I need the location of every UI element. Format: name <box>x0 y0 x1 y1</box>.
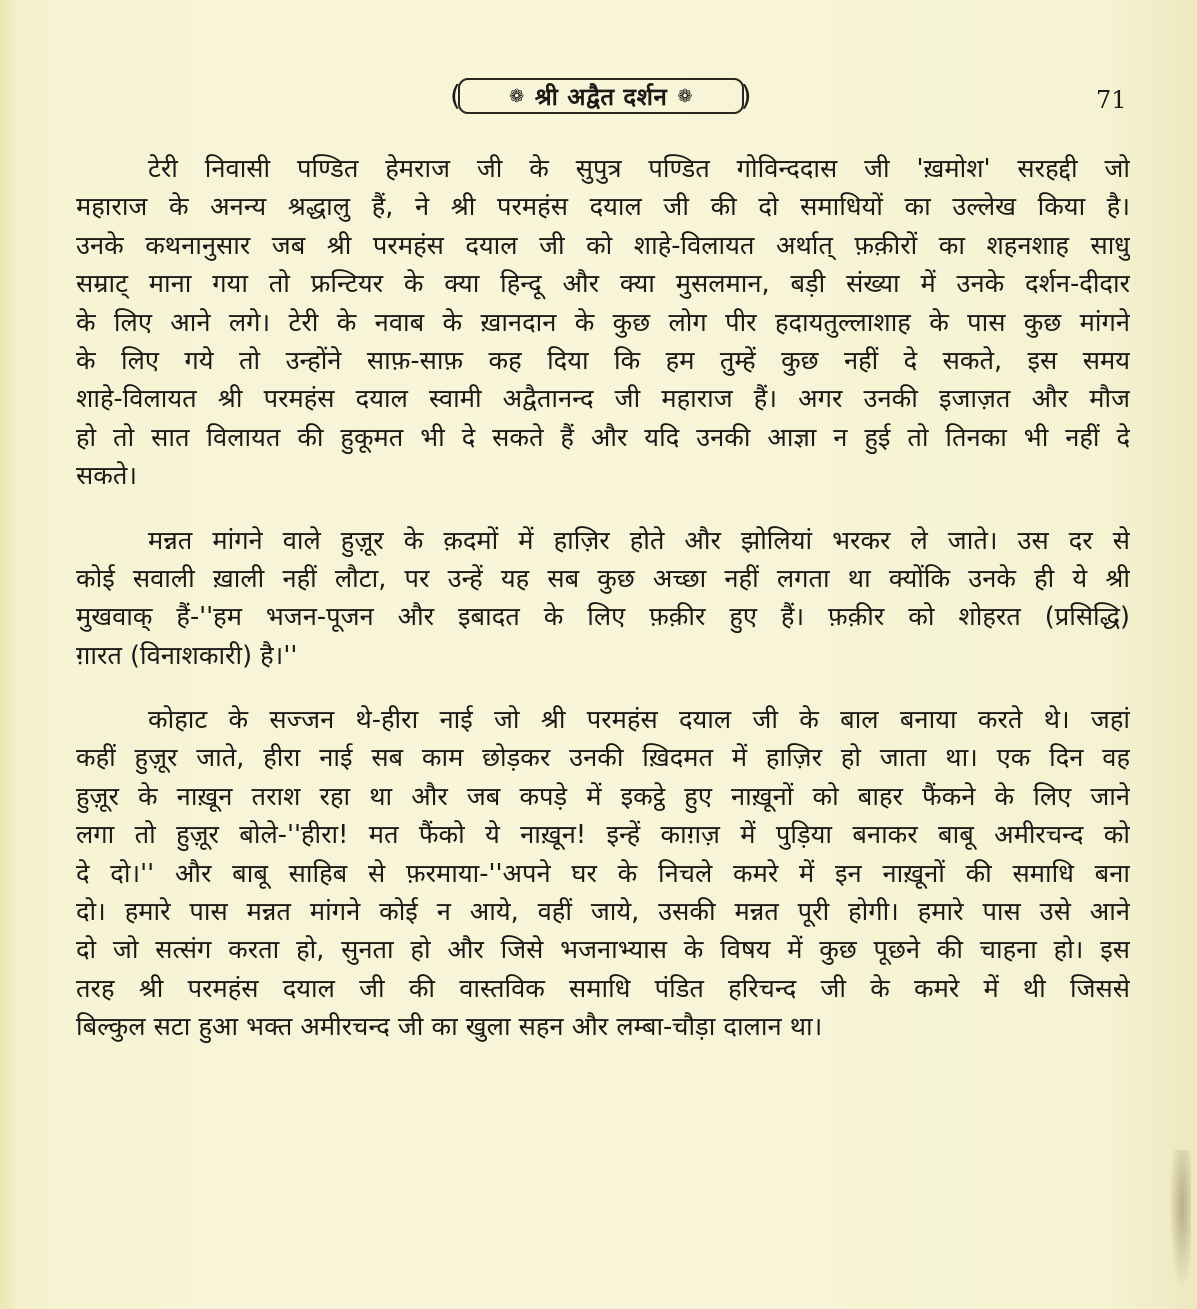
text-line: लगा तो हुज़ूर बोले-''हीरा! मत फैंको ये नाख़ून! इन्हें काग़ज़ में पुड़िया बनाकर बाबू अमीरचन्द को <box>76 820 1130 851</box>
text-line: बिल्कुल सटा हुआ भक्त अमीरचन्द जी का खुला सहन और लम्बा-चौड़ा दालान था। <box>76 1012 823 1043</box>
text-line: टेरी निवासी पण्डित हेमराज जी के सुपुत्र पण्डित गोविन्ददास जी 'ख़मोश' सरहद्दी जो <box>148 154 1130 184</box>
text-line: कोई सवाली ख़ाली नहीं लौटा, पर उन्हें यह सब कुछ अच्छा नहीं लगता था क्योंकि उनके ही ये श्री <box>76 563 1130 594</box>
text-line: महाराज के अनन्य श्रद्धालु हैं, ने श्री परमहंस दयाल जी की दो समाधियों का उल्लेख किया है। <box>76 192 1130 223</box>
text-line: हुज़ूर के नाख़ून तराश रहा था और जब कपड़े में इकट्ठे हुए नाख़ूनों को बाहर फैंकने के लिए जाने <box>76 781 1130 812</box>
page-edge-shadow <box>0 0 18 1309</box>
text-line: ग़ारत (विनाशकारी) है।'' <box>76 640 298 671</box>
text-line: के लिए गये तो उन्होंने साफ़-साफ़ कह दिया कि हम तुम्हें कुछ नहीं दे सकते, इस समय <box>76 345 1130 376</box>
paper-smudge <box>1169 1150 1191 1290</box>
text-line: कहीं हुज़ूर जाते, हीरा नाई सब काम छोड़कर उनकी ख़िदमत में हाज़िर हो जाता था। एक दिन वह <box>76 743 1130 774</box>
text-line: शाहे-विलायत श्री परमहंस दयाल स्वामी अद्वैतानन्द जी महाराज हैं। अगर उनकी इजाज़त और मौज <box>76 384 1130 415</box>
paragraph-2 <box>76 522 1130 676</box>
page-number: 71 <box>1096 86 1127 114</box>
text-line: मन्नत मांगने वाले हुज़ूर के क़दमों में हाज़िर होते और झोलियां भरकर ले जाते। उस दर से <box>148 525 1130 556</box>
body-text <box>76 150 1130 1047</box>
header-title-box <box>450 78 752 114</box>
text-line: दो जो सत्संग करता हो, सुनता हो और जिसे भजनाभ्यास के विषय में कुछ पूछने की चाहना हो। इस <box>76 935 1130 966</box>
flower-ornament-right-icon: ❁ <box>677 85 693 107</box>
text-line: दे दो।'' और बाबू साहिब से फ़रमाया-''अपने घर के निचले कमरे में इन नाख़ूनों की समाधि बना <box>76 858 1130 889</box>
text-line: के लिए आने लगे। टेरी के नवाब के ख़ानदान के कुछ लोग पीर हदायतुल्लाशाह के पास कुछ मांगने <box>76 307 1130 338</box>
paragraph-1 <box>76 150 1130 496</box>
text-line: तरह श्री परमहंस दयाल जी की वास्तविक समाधि पंडित हरिचन्द जी के कमरे में थी जिससे <box>76 973 1130 1004</box>
right-bracket: ) <box>740 79 752 112</box>
flower-ornament-left-icon: ❁ <box>509 85 525 107</box>
paragraph-spacer <box>76 496 1130 522</box>
text-line: दो। हमारे पास मन्नत मांगने कोई न आये, वहीं जाये, उसकी मन्नत पूरी होगी। हमारे पास उसे आने <box>76 897 1130 928</box>
paragraph-spacer <box>76 675 1130 701</box>
running-header <box>0 74 1197 124</box>
paragraph-3 <box>76 701 1130 1047</box>
left-bracket: ( <box>450 79 462 112</box>
text-line: सम्राट् माना गया तो फ्रन्टियर के क्या हिन्दू और क्या मुसलमान, बड़ी संख्या में उनके दर्शन-दीदार <box>76 269 1130 300</box>
text-line: सकते। <box>76 461 138 492</box>
book-title: श्री अद्वैत दर्शन <box>534 82 668 111</box>
text-line: उनके कथनानुसार जब श्री परमहंस दयाल जी को शाहे-विलायत अर्थात् फ़क़ीरों का शहनशाह साधु <box>76 230 1130 261</box>
text-line: हो तो सात विलायत की हुकूमत भी दे सकते हैं और यदि उनकी आज्ञा न हुई तो तिनका भी नहीं दे <box>76 422 1130 453</box>
text-line: मुखवाक् हैं-''हम भजन-पूजन और इबादत के लिए फ़क़ीर हुए हैं। फ़क़ीर को शोहरत (प्रसिद्धि) <box>76 602 1130 633</box>
text-line: कोहाट के सज्जन थे-हीरा नाई जो श्री परमहंस दयाल जी के बाल बनाया करते थे। जहां <box>148 705 1130 736</box>
